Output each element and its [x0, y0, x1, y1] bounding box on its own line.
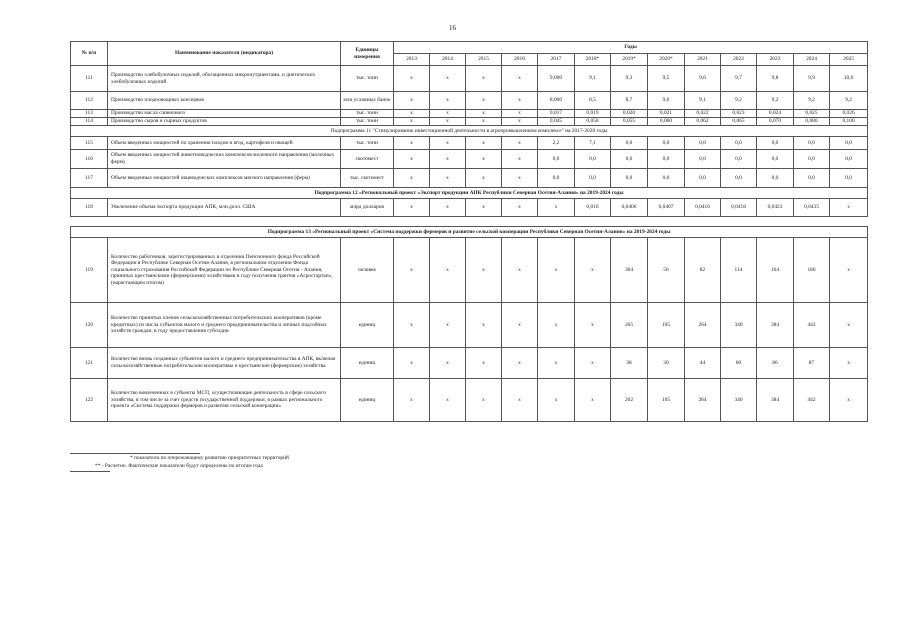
value-cell: х [466, 92, 502, 110]
value-cell: х [830, 379, 868, 422]
value-cell: 0,022 [685, 110, 721, 118]
value-cell: х [394, 348, 430, 379]
indicator-name: Увеличение объема экспорта продукции АПК, млн.долл. США [108, 199, 341, 217]
table-row [71, 379, 868, 422]
unit-cell: единиц [341, 379, 394, 422]
table-row [71, 169, 868, 188]
value-cell: 9,9 [794, 66, 830, 92]
header-year: 2022 [721, 54, 757, 66]
value-cell: 0,0 [538, 150, 575, 169]
header-year: 2024 [794, 54, 830, 66]
row-number: 115 [71, 137, 108, 150]
value-cell: 82 [685, 238, 721, 303]
value-cell: 8,5 [575, 92, 611, 110]
indicator-name: Объем введенных мощностей по хранению плодов и ягод, картофеля и овощей [108, 137, 341, 150]
value-cell: х [466, 110, 502, 118]
value-cell: 9,000 [538, 66, 575, 92]
value-cell: 0,0 [611, 169, 648, 188]
indicator-name: Производство сыров и сырных продуктов [108, 118, 341, 126]
table-row [71, 150, 868, 169]
subprogram-row [71, 126, 868, 137]
value-cell: 0,0 [575, 169, 611, 188]
row-number: 117 [71, 169, 108, 188]
indicator-name: Количество работников, зарегистрированных в отделении Пенсионного фонда Российской Федерации в Республике Северная Осетия-Алания, в региональном отделении Фонда социального страхования Российской Федерации по Республике Северная Осетия - Алания, принятых крестьянскими (фермерскими) хозяйствами в году получения грантов «Агростартап», (нарастающим итогом) [108, 238, 341, 303]
value-cell: х [394, 66, 430, 92]
value-cell: х [394, 169, 430, 188]
indicator-name: Объем введенных мощностей животноводческих комплексов молочного направления (молочных ферм) [108, 150, 341, 169]
unit-cell: тыс. тонн [341, 137, 394, 150]
value-cell: 0,025 [794, 110, 830, 118]
header-year: 2017 [538, 54, 575, 66]
value-cell: х [502, 110, 538, 118]
value-cell: х [502, 92, 538, 110]
subprogram-title: Подпрограмма 13 «Региональный проект «Система поддержки фермеров и развитие сельской кооперации Республики Северная Осетия-Алания» на 2019-2024 годы [71, 227, 868, 238]
value-cell: 0,0 [830, 150, 868, 169]
value-cell: 44 [685, 348, 721, 379]
subprogram-row [71, 227, 868, 238]
table-row [71, 92, 868, 110]
value-cell: х [502, 169, 538, 188]
value-cell: х [466, 150, 502, 169]
value-cell: х [466, 199, 502, 217]
value-cell: 0,023 [721, 110, 757, 118]
value-cell: 0,0 [757, 137, 794, 150]
value-cell: х [502, 238, 538, 303]
value-cell: 264 [685, 379, 721, 422]
value-cell: 0,019 [575, 110, 611, 118]
value-cell: 384 [757, 303, 794, 348]
value-cell: 0,0407 [648, 199, 685, 217]
value-cell: х [538, 303, 575, 348]
value-cell: 384 [757, 379, 794, 422]
value-cell: 0,080 [794, 118, 830, 126]
unit-cell: тыс. тонн [341, 66, 394, 92]
value-cell: х [538, 348, 575, 379]
subprogram-row [71, 188, 868, 199]
value-cell: 0,0 [794, 150, 830, 169]
indicator-name: Производство хлебобулочных изделий, обогащенных микронутриентами, и диетических хлебобулочных изделий [108, 66, 341, 92]
value-cell: х [466, 169, 502, 188]
value-cell: х [430, 118, 466, 126]
value-cell: 7,1 [575, 137, 611, 150]
value-cell: 2,2 [538, 137, 575, 150]
value-cell: 442 [794, 379, 830, 422]
table-row [71, 110, 868, 118]
value-cell: х [466, 118, 502, 126]
unit-cell: человек [341, 238, 394, 303]
value-cell: 38 [611, 348, 648, 379]
table-row [71, 66, 868, 92]
row-number: 119 [71, 238, 108, 303]
value-cell: х [502, 137, 538, 150]
value-cell: 9,1 [575, 66, 611, 92]
value-cell: х [538, 379, 575, 422]
value-cell: 105 [648, 303, 685, 348]
value-cell: 9,7 [721, 66, 757, 92]
row-number: 116 [71, 150, 108, 169]
unit-cell: млн условных банок [341, 92, 394, 110]
value-cell: 265 [611, 303, 648, 348]
value-cell: 0,021 [648, 110, 685, 118]
unit-cell: скотомест [341, 150, 394, 169]
value-cell: 0,0416 [685, 199, 721, 217]
subprogram-title: Подпрограмма 11 "Стимулирование инвестиционной деятельности в агропромышленном комплексе" на 2017-2020 годы [71, 126, 868, 137]
value-cell: х [394, 379, 430, 422]
value-cell: 0,024 [757, 110, 794, 118]
value-cell: 114 [721, 238, 757, 303]
value-cell: 0,0 [794, 137, 830, 150]
value-cell: х [394, 92, 430, 110]
value-cell: 0,062 [685, 118, 721, 126]
header-year: 2020* [648, 54, 685, 66]
value-cell: х [502, 199, 538, 217]
value-cell: 9,2 [721, 92, 757, 110]
value-cell: 340 [721, 379, 757, 422]
value-cell: х [575, 238, 611, 303]
value-cell: 0,0 [648, 169, 685, 188]
header-year: 2021 [685, 54, 721, 66]
value-cell: х [466, 238, 502, 303]
row-number: 111 [71, 66, 108, 92]
value-cell: х [502, 303, 538, 348]
row-number: 122 [71, 379, 108, 422]
value-cell: 340 [721, 303, 757, 348]
value-cell: х [466, 379, 502, 422]
value-cell: 442 [794, 303, 830, 348]
value-cell: 0,0435 [794, 199, 830, 217]
indicators-table [70, 41, 868, 422]
page-number: 16 [449, 24, 456, 32]
value-cell: х [430, 169, 466, 188]
header-num: № п/п [71, 42, 108, 66]
value-cell: 0,0423 [757, 199, 794, 217]
value-cell: х [430, 379, 466, 422]
value-cell: 9,6 [685, 66, 721, 92]
value-cell: х [502, 66, 538, 92]
header-year: 2015 [466, 54, 502, 66]
footnote-rule-short [70, 471, 110, 472]
value-cell: 0,045 [538, 118, 575, 126]
value-cell: х [830, 303, 868, 348]
value-cell: х [830, 238, 868, 303]
table-row [71, 137, 868, 150]
table-row [71, 199, 868, 217]
unit-cell: тыс. скотомест [341, 169, 394, 188]
value-cell: 56 [648, 238, 685, 303]
value-cell: 0,070 [757, 118, 794, 126]
unit-cell: единиц [341, 303, 394, 348]
row-number: 114 [71, 118, 108, 126]
value-cell: х [430, 199, 466, 217]
value-cell: 0,0 [757, 169, 794, 188]
value-cell: 9,5 [648, 66, 685, 92]
value-cell: 0,0 [648, 150, 685, 169]
subprogram-title: Подпрограмма 12 «Региональный проект «Экспорт продукции АПК Республики Северная Осетия-Алания» на 2019-2024 годы [71, 188, 868, 199]
value-cell: х [466, 137, 502, 150]
value-cell: х [466, 303, 502, 348]
value-cell: 0,0 [721, 137, 757, 150]
indicator-name: Количество вовлеченных в субъекты МСП, осуществляющие деятельность в сфере сельского хозяйства, в том числе за счет средств государственной поддержки, в рамках регионального проекта «Система поддержки фермеров и развития сельской кооперации» [108, 379, 341, 422]
value-cell: 0,060 [648, 118, 685, 126]
value-cell: 0,0 [794, 169, 830, 188]
value-cell: 8,7 [611, 92, 648, 110]
unit-cell: единиц [341, 348, 394, 379]
value-cell: 0,0406 [611, 199, 648, 217]
value-cell: 0,0 [685, 169, 721, 188]
header-year: 2025 [830, 54, 868, 66]
value-cell: 9,3 [611, 66, 648, 92]
row-number: 118 [71, 199, 108, 217]
value-cell: х [394, 110, 430, 118]
value-cell: 0,0 [648, 137, 685, 150]
value-cell: х [394, 137, 430, 150]
value-cell: 166 [794, 238, 830, 303]
value-cell: 105 [648, 379, 685, 422]
value-cell: х [502, 150, 538, 169]
indicator-name: Производство плодоовощных консервов [108, 92, 341, 110]
indicator-name: Количество вновь созданных субъектов малого и среднего предпринимательства в АПК, включая сельскохозяйственные потребительские кооперативы и крестьянские (фермерские) хозяйства [108, 348, 341, 379]
value-cell: 0,0 [611, 150, 648, 169]
footnotes [70, 453, 570, 472]
unit-cell: млрд долларов [341, 199, 394, 217]
footnote-2: ** - Расчетно. Фактические показатели будут определены по итогам года [95, 463, 263, 469]
unit-cell: тыс. тонн [341, 118, 394, 126]
header-year: 2014 [430, 54, 466, 66]
spacer-row [71, 217, 868, 227]
value-cell: 9,0 [648, 92, 685, 110]
header-year: 2013 [394, 54, 430, 66]
value-cell: х [430, 303, 466, 348]
value-cell: х [502, 348, 538, 379]
value-cell: х [394, 199, 430, 217]
value-cell: 0,0 [757, 150, 794, 169]
table-row [71, 118, 868, 126]
value-cell: 0,055 [611, 118, 648, 126]
value-cell: х [575, 303, 611, 348]
value-cell: 0,100 [830, 118, 868, 126]
header-year: 2018* [575, 54, 611, 66]
value-cell: х [430, 137, 466, 150]
value-cell: 8,000 [538, 92, 575, 110]
value-cell: х [430, 110, 466, 118]
value-cell: х [830, 348, 868, 379]
table-row [71, 348, 868, 379]
footnote-1: * показатели по опережающему развитию приоритетных территорий [130, 455, 289, 461]
value-cell: 9,2 [830, 92, 868, 110]
value-cell: 0,0 [685, 137, 721, 150]
value-cell: 87 [794, 348, 830, 379]
value-cell: х [466, 348, 502, 379]
header-years: Годы [394, 42, 868, 54]
value-cell: 0,0 [721, 169, 757, 188]
value-cell: 10,0 [830, 66, 868, 92]
value-cell: х [430, 66, 466, 92]
value-cell: х [430, 92, 466, 110]
value-cell: х [394, 303, 430, 348]
value-cell: 0,065 [721, 118, 757, 126]
indicator-name: Производство масла сливочного [108, 110, 341, 118]
indicator-name: Количество принятых членов сельскохозяйственных потребительских кооперативов (кроме кредитных) из числа субъектов малого и среднего предпринимательства и личных подсобных хозяйств граждан, в году предоставления субсидии [108, 303, 341, 348]
value-cell: х [502, 379, 538, 422]
value-cell: х [502, 118, 538, 126]
row-number: 113 [71, 110, 108, 118]
value-cell: х [830, 199, 868, 217]
value-cell: 9,8 [757, 66, 794, 92]
value-cell: 60 [721, 348, 757, 379]
value-cell: 9,2 [757, 92, 794, 110]
value-cell: 0,020 [611, 110, 648, 118]
value-cell: 0,0 [685, 150, 721, 169]
value-cell: 9,2 [794, 92, 830, 110]
value-cell: 9,1 [685, 92, 721, 110]
value-cell: 0,016 [575, 199, 611, 217]
value-cell: 0,0 [721, 150, 757, 169]
row-number: 121 [71, 348, 108, 379]
value-cell: 0,026 [830, 110, 868, 118]
header-name: Наименование показателя (индикатора) [108, 42, 341, 66]
header-year: 2019* [611, 54, 648, 66]
value-cell: х [538, 199, 575, 217]
value-cell: 0,0 [575, 150, 611, 169]
row-number: 112 [71, 92, 108, 110]
value-cell: х [394, 238, 430, 303]
value-cell: 0,050 [575, 118, 611, 126]
header-year: 2016 [502, 54, 538, 66]
header-unit: Единицы измерения [341, 42, 394, 66]
table-row [71, 238, 868, 303]
value-cell: 0,0418 [721, 199, 757, 217]
value-cell: 304 [611, 238, 648, 303]
value-cell: 264 [685, 303, 721, 348]
value-cell: 30 [648, 348, 685, 379]
value-cell: х [575, 348, 611, 379]
value-cell: 0,0 [611, 137, 648, 150]
row-number: 120 [71, 303, 108, 348]
value-cell: 0,0 [538, 169, 575, 188]
unit-cell: тыс. тонн [341, 110, 394, 118]
value-cell: 262 [611, 379, 648, 422]
value-cell: х [466, 66, 502, 92]
header-year: 2023 [757, 54, 794, 66]
value-cell: 0,017 [538, 110, 575, 118]
value-cell: х [430, 348, 466, 379]
table-row [71, 303, 868, 348]
value-cell: х [394, 150, 430, 169]
value-cell: 164 [757, 238, 794, 303]
value-cell: х [394, 118, 430, 126]
value-cell: х [430, 150, 466, 169]
value-cell: 86 [757, 348, 794, 379]
value-cell: х [430, 238, 466, 303]
value-cell: 0,0 [830, 137, 868, 150]
indicator-name: Объем введенных мощностей овцеводческих комплексов мясного направления (ферм) [108, 169, 341, 188]
value-cell: 0,0 [830, 169, 868, 188]
value-cell: х [575, 379, 611, 422]
value-cell: х [538, 238, 575, 303]
